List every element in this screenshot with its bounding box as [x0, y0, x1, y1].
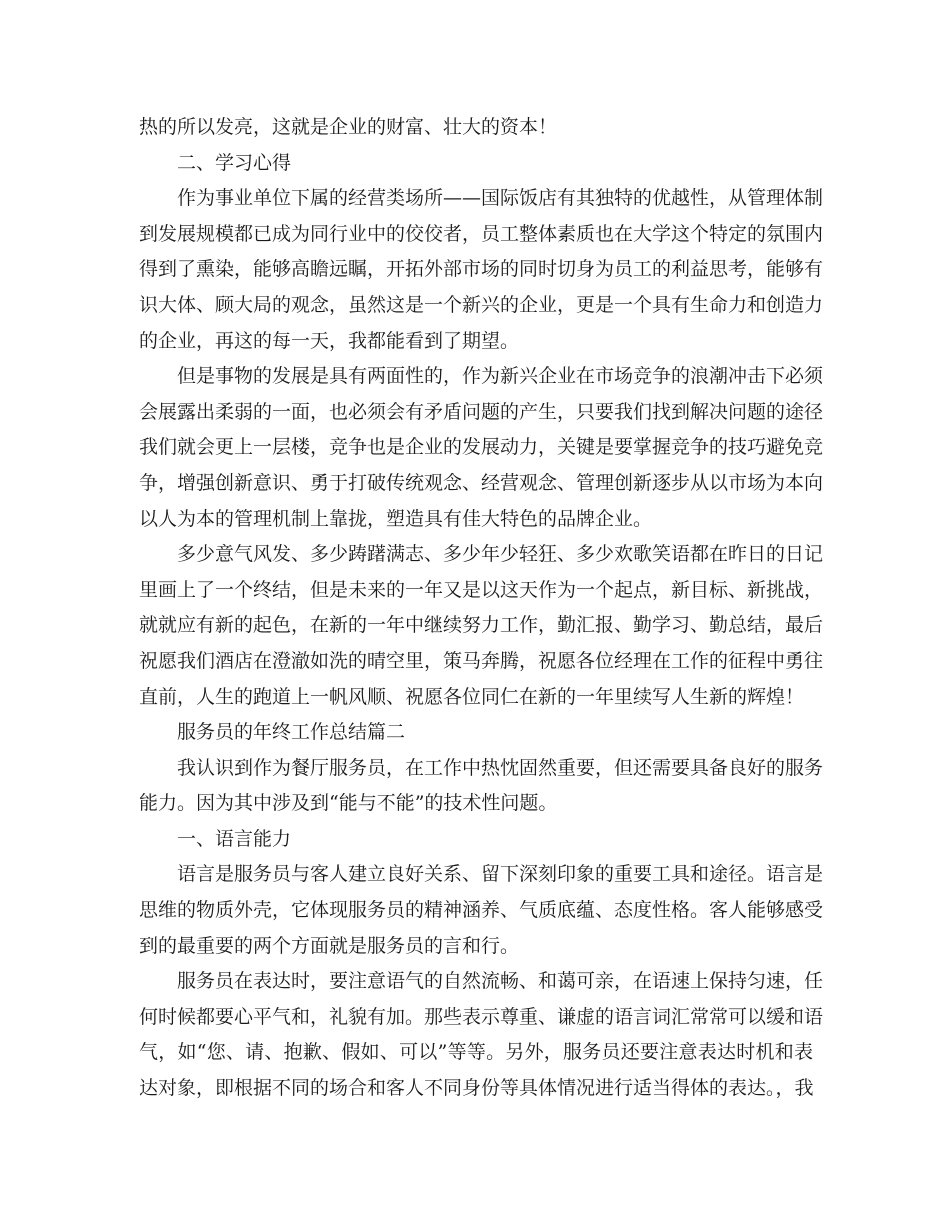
text-line: 何时候都要心平气和，礼貌有加。那些表示尊重、谦虚的语言词汇常常可以缓和语 — [139, 1005, 824, 1028]
text-line: 会展露出柔弱的一面，也必须会有矛盾问题的产生，只要我们找到解决问题的途径 — [139, 400, 824, 423]
text-line: 思维的物质外壳，它体现服务员的精神涵养、气质底蕴、态度性格。客人能够感受 — [139, 899, 824, 922]
text-line: 语言是服务员与客人建立良好关系、留下深刻印象的重要工具和途径。语言是 — [177, 863, 824, 886]
text-line: 服务员在表达时，要注意语气的自然流畅、和蔼可亲，在语速上保持匀速，任 — [177, 970, 824, 993]
text-line: 直前，人生的跑道上一帆风顺、祝愿各位同仁在新的一年里续写人生新的辉煌！ — [139, 685, 805, 708]
text-line: 气，如“您、请、抱歉、假如、可以”等等。另外，服务员还要注意表达时机和表 — [139, 1041, 813, 1064]
text-line: 一、语言能力 — [177, 827, 292, 850]
text-line: 达对象，即根据不同的场合和客人不同身份等具体情况进行适当得体的表达。，我 — [139, 1077, 814, 1100]
text-line: 能力。因为其中涉及到“能与不能”的技术性问题。 — [139, 792, 558, 815]
text-line: 多少意气风发、多少踌躇满志、多少年少轻狂、多少欢歌笑语都在昨日的日记 — [177, 543, 824, 566]
document-body — [139, 110, 824, 1107]
text-line: 的企业，再这的每一天，我都能看到了期望。 — [139, 329, 520, 352]
text-line: 到的最重要的两个方面就是服务员的言和行。 — [139, 934, 520, 957]
text-line: 争，增强创新意识、勇于打破传统观念、经营观念、管理创新逐步从以市场为本向 — [139, 471, 824, 494]
text-line: 但是事物的发展是具有两面性的，作为新兴企业在市场竞争的浪潮冲击下必须 — [177, 365, 824, 388]
text-line: 热的所以发亮，这就是企业的财富、壮大的资本！ — [139, 116, 558, 138]
text-line: 我认识到作为餐厅服务员，在工作中热忱固然重要，但还需要具备良好的服务 — [177, 756, 824, 779]
text-line: 作为事业单位下属的经营类场所——国际饭店有其独特的优越性，从管理体制 — [177, 187, 824, 210]
text-line: 就就应有新的起色，在新的一年中继续努力工作，勤汇报、勤学习、勤总结，最后 — [139, 614, 824, 637]
text-line: 到发展规模都已成为同行业中的佼佼者，员工整体素质也在大学这个特定的氛围内 — [139, 222, 824, 245]
text-line: 祝愿我们酒店在澄澈如洗的晴空里，策马奔腾，祝愿各位经理在工作的征程中勇往 — [139, 649, 824, 672]
text-line: 里画上了一个终结，但是未来的一年又是以这天作为一个起点，新目标、新挑战， — [139, 578, 824, 601]
text-line: 以人为本的管理机制上靠拢，塑造具有佳大特色的品牌企业。 — [139, 507, 653, 530]
text-line: 得到了熏染，能够高瞻远瞩，开拓外部市场的同时切身为员工的利益思考，能够有 — [139, 258, 824, 281]
text-line: 识大体、顾大局的观念，虽然这是一个新兴的企业，更是一个具有生命力和创造力 — [139, 293, 824, 316]
text-line: 二、学习心得 — [177, 151, 292, 174]
text-line: 我们就会更上一层楼，竞争也是企业的发展动力，关键是要掌握竞争的技巧避免竞 — [139, 436, 824, 459]
text-line: 服务员的年终工作总结篇二 — [177, 721, 406, 744]
